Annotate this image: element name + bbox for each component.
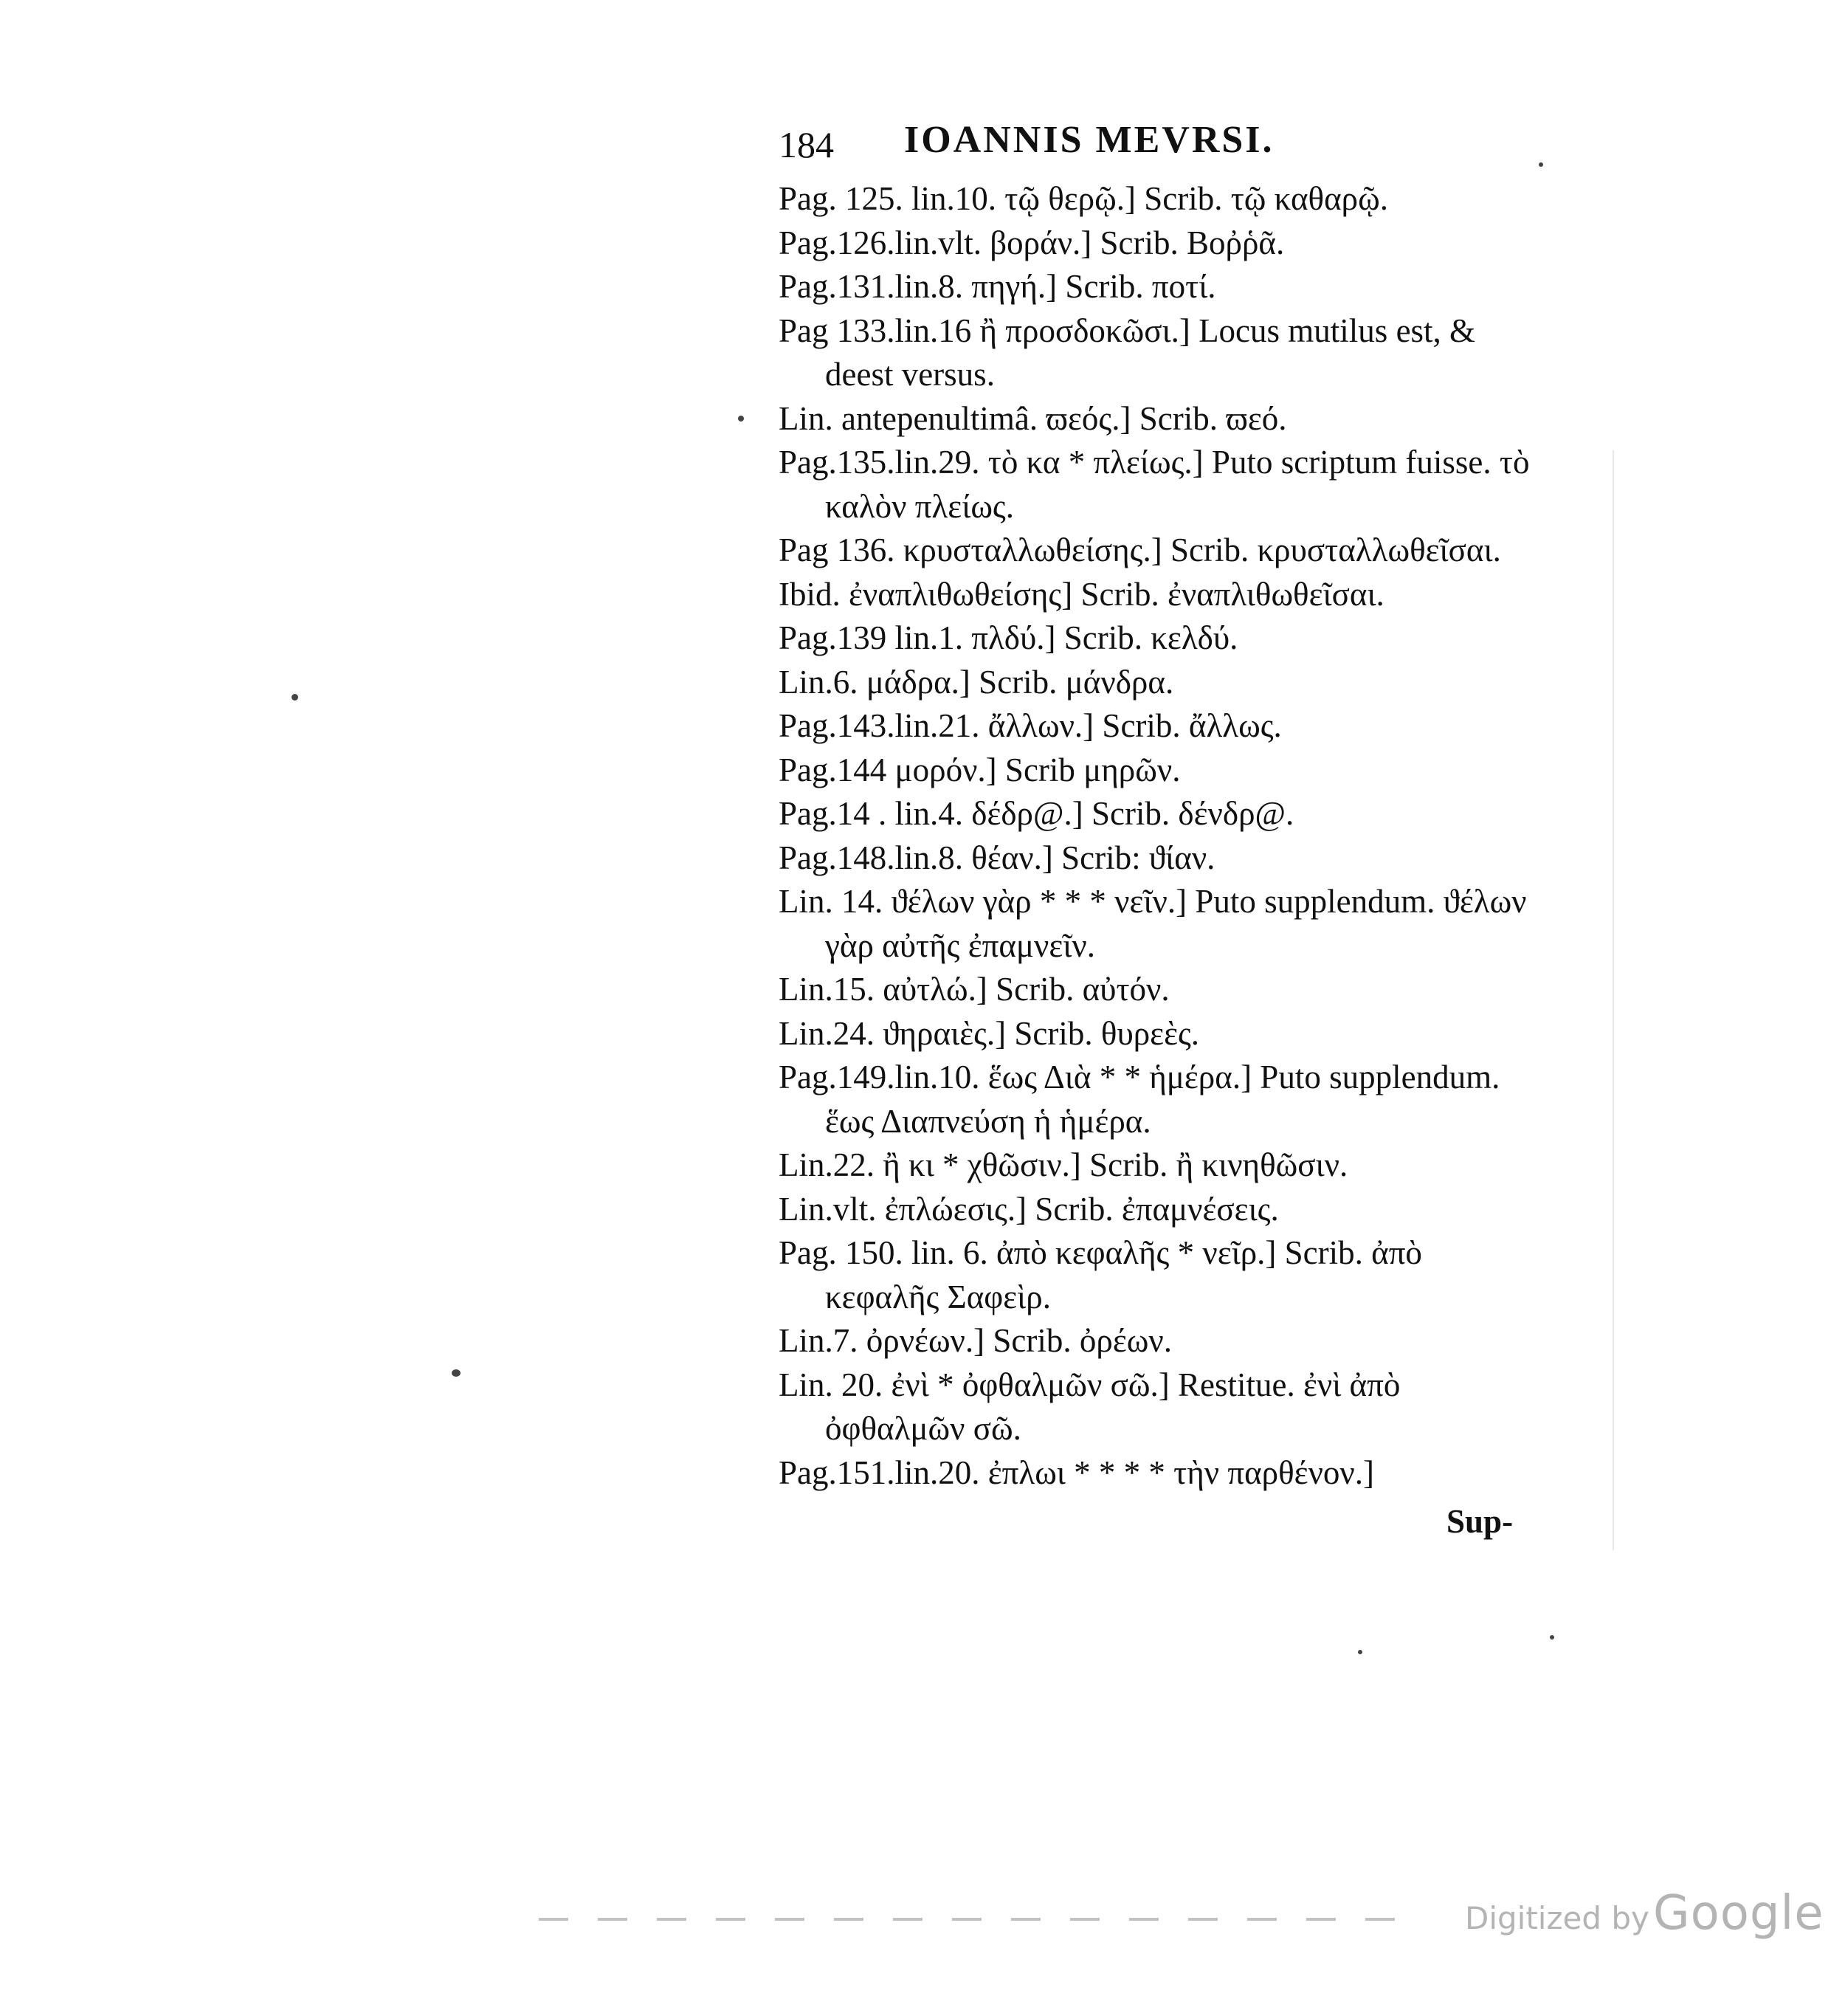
dust-speck	[1550, 1635, 1554, 1640]
errata-entry: Lin. 20. ἐνὶ * ὀφθαλμῶν σῶ.] Restitue. ἐνὶ ἀπὸ ὀφθαλμῶν σῶ.	[779, 1366, 1401, 1447]
errata-entry: Pag.151.lin.20. ἐπλωι * * * * τὴν παρθένον.]	[779, 1453, 1375, 1491]
catchword: Sup-	[1446, 1503, 1514, 1540]
errata-entry: Lin. 14. ϑέλων γὰρ * * * νεῖν.] Puto supplendum. ϑέλων γὰρ αὐτῆς ἐπαμνεῖν.	[779, 883, 1527, 964]
running-head: IOANNIS MEVRSI.	[904, 119, 1275, 161]
errata-entry: Pag.131.lin.8. πηγή.] Scrib. ποτί.	[779, 268, 1216, 305]
dust-speck	[738, 416, 744, 422]
errata-entry: Pag. 125. lin.10. τῷ θερῷ.] Scrib. τῷ καθαρῷ.	[779, 180, 1388, 217]
errata-entry: Pag.144 μορόν.] Scrib μηρῶν.	[779, 751, 1181, 788]
errata-entry: Pag.135.lin.29. τὸ κα * πλείως.] Puto scriptum fuisse. τὸ καλὸν πλείως.	[779, 444, 1530, 525]
errata-entry: Lin.6. μάδρα.] Scrib. μάνδρα.	[779, 663, 1174, 701]
errata-entry: Ibid. ἐναπλιθωθείσης] Scrib. ἐναπλιθωθεῖσαι.	[779, 575, 1384, 613]
errata-list	[779, 177, 1531, 1495]
errata-entry: Lin.7. ὀρνέων.] Scrib. ὀρέων.	[779, 1322, 1172, 1359]
errata-entry: Pag.14 . lin.4. δέδρ@.] Scrib. δένδρ@.	[779, 795, 1294, 832]
page-header	[779, 118, 1524, 170]
errata-entry: Pag.139 lin.1. πλδύ.] Scrib. κελδύ.	[779, 619, 1238, 656]
dust-speck	[452, 1369, 461, 1377]
watermark-prefix: Digitized by	[1465, 1900, 1649, 1936]
page-number: 184	[779, 124, 834, 165]
errata-entry: Lin.24. ϑηραιὲς.] Scrib. θυρεὲς.	[779, 1014, 1200, 1052]
errata-entry: Lin.vlt. ἐπλώεσις.] Scrib. ἐπαμνέσεις.	[779, 1190, 1279, 1228]
errata-entry: Pag 136. κρυσταλλωθείσης.] Scrib. κρυσταλλωθεῖσαι.	[779, 531, 1501, 568]
dust-speck	[292, 694, 298, 701]
dust-speck	[1539, 162, 1543, 167]
errata-entry: Pag 133.lin.16 ἢ προσδοκῶσι.] Locus mutilus est, & deest versus.	[779, 312, 1476, 393]
errata-entry: Pag. 150. lin. 6. ἀπὸ κεφαλῆς * νεῖρ.] Scrib. ἀπὸ κεφαλῆς Σαφεὶρ.	[779, 1234, 1422, 1315]
google-logo: Google	[1652, 1886, 1824, 1941]
errata-entry: Pag.149.lin.10. ἕως Διὰ * * ἡμέρα.] Puto supplendum. ἕως Διαπνεύση ἡ ἡμέρα.	[779, 1059, 1500, 1140]
digitized-by-google-watermark	[1465, 1886, 1824, 1941]
scan-artifact-line	[539, 1918, 1424, 1921]
dust-speck	[1358, 1650, 1362, 1654]
errata-entry: Lin.22. ἢ κι * χθῶσιν.] Scrib. ἢ κινηθῶσιν.	[779, 1146, 1348, 1183]
errata-entry: Lin.15. αὐτλώ.] Scrib. αὐτόν.	[779, 971, 1170, 1008]
errata-entry: Pag.148.lin.8. θέαν.] Scrib: ϑίαν.	[779, 839, 1215, 876]
errata-entry: Pag.143.lin.21. ἄλλων.] Scrib. ἄλλως.	[779, 707, 1282, 744]
errata-entry: Lin. antepenultimâ. ϖεός.] Scrib. ϖεό.	[779, 399, 1287, 437]
errata-entry: Pag.126.lin.vlt. βοράν.] Scrib. Βοῤῥᾶ.	[779, 224, 1285, 261]
page-edge-shadow	[1613, 450, 1614, 1550]
